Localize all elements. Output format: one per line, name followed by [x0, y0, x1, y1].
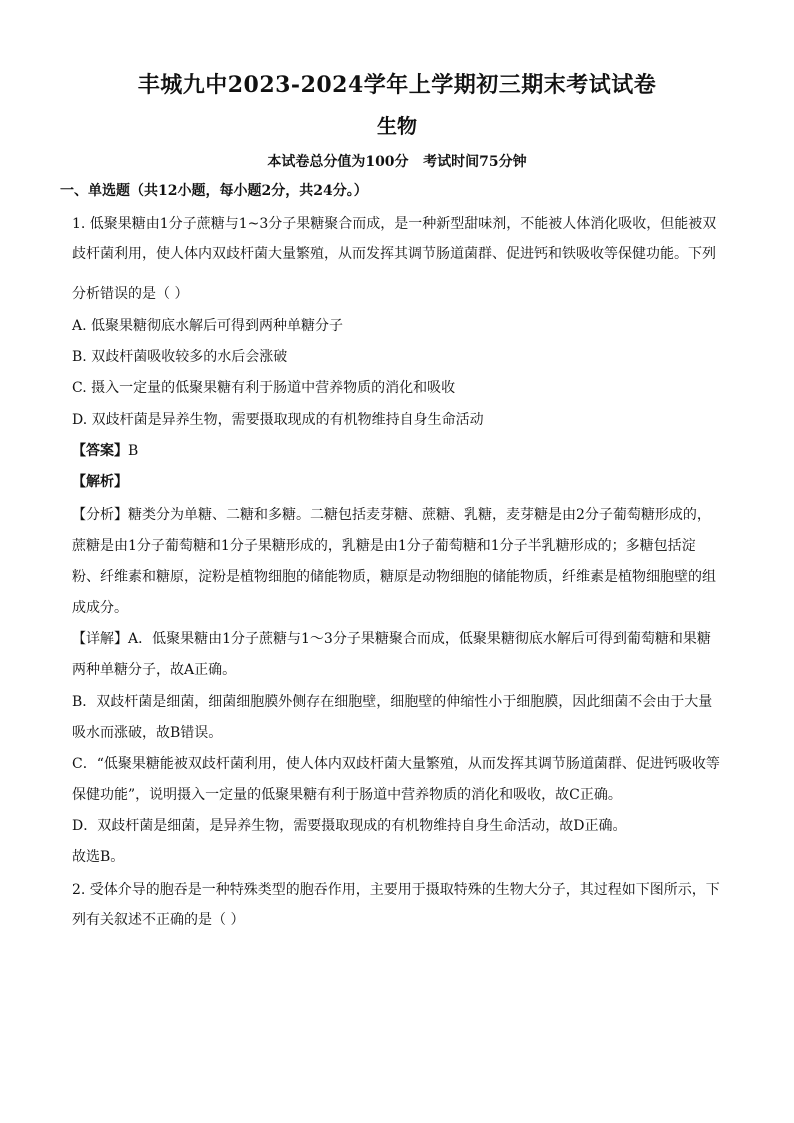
q1-stem-line-3: 分析错误的是（ ） [72, 286, 189, 302]
q1-explain-line-3: 粉、纤维素和糖原，淀粉是植物细胞的储能物质，糖原是动物细胞的储能物质，纤维素是植物细胞壁的组 [72, 569, 716, 585]
q1-stem-line-1: 1. 低聚果糖由1分子蔗糖与1~3分子果糖聚合而成，是一种新型甜味剂，不能被人体消化吸收，但能被双 [72, 216, 717, 232]
q1-analysis-label: 【解析】 [72, 474, 128, 490]
q1-explain-line-11: D．双歧杆菌是细菌，是异养生物，需要摄取现成的有机物维持自身生命活动，故D正确。 [72, 818, 627, 834]
q1-explain-line-5: 【详解】A．低聚果糖由1分子蔗糖与1～3分子果糖聚合而成，低聚果糖彻底水解后可得到葡萄糖和果糖 [72, 631, 711, 647]
answer-value: B [128, 443, 139, 459]
answer-label: 【答案】 [72, 443, 128, 459]
q1-explain-line-10: 保健功能”，说明摄入一定量的低聚果糖有利于肠道中营养物质的消化和吸收，故C正确。 [72, 787, 622, 803]
q1-explain-line-9: C．“低聚果糖能被双歧杆菌利用，使人体内双歧杆菌大量繁殖，从而发挥其调节肠道菌群、促进钙吸收等 [72, 756, 720, 772]
q1-option-a: A. 低聚果糖彻底水解后可得到两种单糖分子 [72, 318, 344, 334]
q1-option-c: C. 摄入一定量的低聚果糖有利于肠道中营养物质的消化和吸收 [72, 380, 456, 396]
q1-explain-line-6: 两种单糖分子，故A正确。 [72, 662, 237, 678]
q2-stem-line-2: 列有关叙述不正确的是（ ） [72, 912, 245, 928]
exam-subject: 生物 [377, 114, 417, 138]
q1-explain-line-4: 成成分。 [72, 600, 128, 616]
q1-explain-line-8: 吸水而涨破，故B错误。 [72, 725, 223, 741]
exam-meta: 本试卷总分值为100分 考试时间75分钟 [267, 154, 527, 170]
q1-explain-line-2: 蔗糖是由1分子葡萄糖和1分子果糖形成的，乳糖是由1分子葡萄糖和1分子半乳糖形成的；多糖包括淀 [72, 538, 696, 554]
q1-stem-line-2: 歧杆菌利用，使人体内双歧杆菌大量繁殖，从而发挥其调节肠道菌群、促进钙和铁吸收等保健功能。下列 [72, 246, 716, 262]
q1-option-d: D. 双歧杆菌是异养生物，需要摄取现成的有机物维持自身生命活动 [72, 412, 484, 428]
q2-stem-line-1: 2. 受体介导的胞吞是一种特殊类型的胞吞作用，主要用于摄取特殊的生物大分子，其过程如下图所示，下 [72, 882, 720, 898]
q1-explain-line-7: B．双歧杆菌是细菌，细菌细胞膜外侧存在细胞壁，细胞壁的伸缩性小于细胞膜，因此细菌不会由于大量 [72, 694, 713, 710]
q1-option-b: B. 双歧杆菌吸收较多的水后会涨破 [72, 349, 288, 365]
exam-title: 丰城九中2023-2024学年上学期初三期末考试试卷 [137, 72, 657, 98]
q1-explain-line-12: 故选B。 [72, 849, 125, 865]
q1-answer [72, 441, 138, 461]
q1-explain-line-1: 【分析】糖类分为单糖、二糖和多糖。二糖包括麦芽糖、蔗糖、乳糖，麦芽糖是由2分子葡萄糖形成的， [72, 507, 711, 523]
section-heading: 一、单选题（共12小题，每小题2分，共24分。） [60, 183, 368, 199]
